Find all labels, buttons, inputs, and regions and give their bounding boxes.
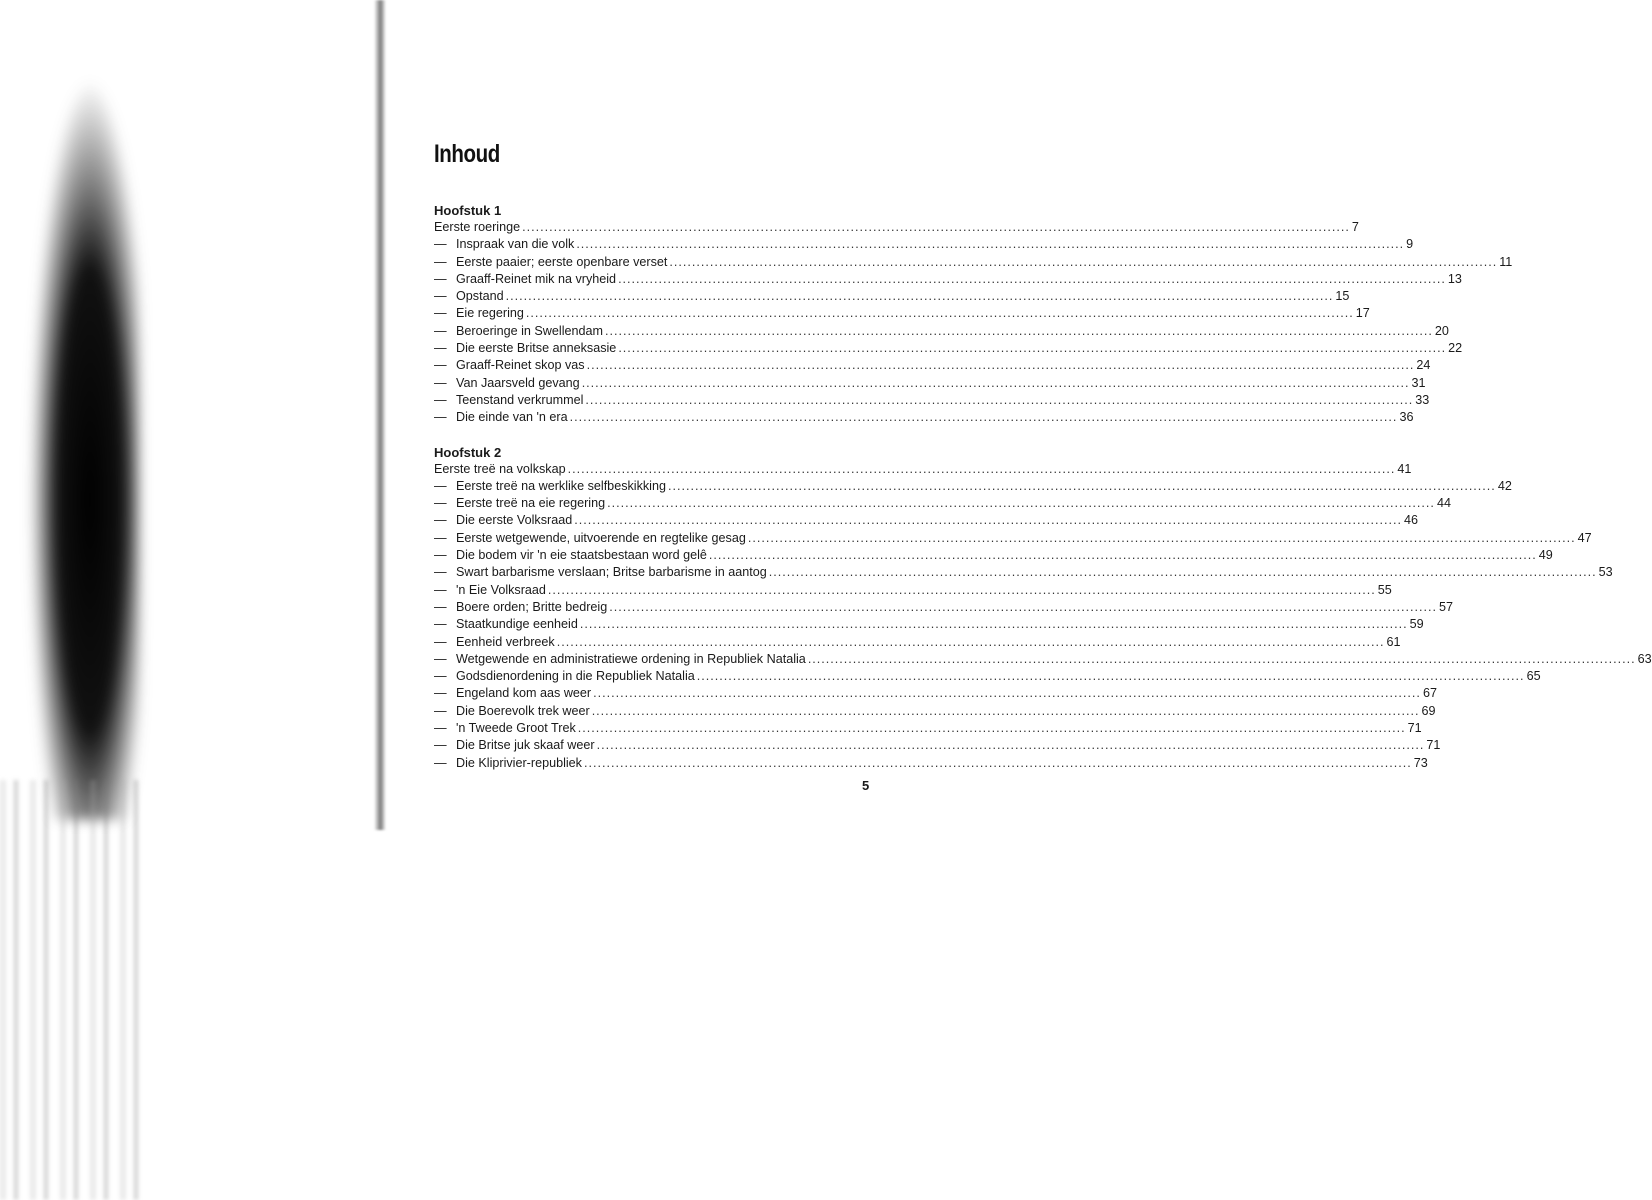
toc-entry-dash: — [434,237,447,252]
toc-entry-dash: — [434,323,447,338]
toc-entry-page: 71 [1407,721,1422,736]
page-title: Inhoud [434,140,500,168]
toc-entry[interactable] [434,530,1592,547]
toc-entry[interactable] [434,340,1463,357]
toc-entry-dash: — [434,513,447,528]
toc-leader-dots [587,357,1415,374]
toc-entry-title: Boere orden; Britte bedreig [456,599,608,614]
toc-entry-title: Eerste treë na werklike selfbeskikking [456,478,666,493]
table-of-contents [434,140,1652,789]
toc-leader-dots [593,685,1421,702]
toc-entry-title: Inspraak van die volk [456,237,575,252]
toc-entry-page: 49 [1538,548,1553,563]
toc-entry-dash: — [434,651,447,666]
toc-leader-dots [668,478,1496,495]
toc-entry-title: Eerste wetgewende, uitvoerende en regtelike gesag [456,530,746,545]
toc-entry[interactable] [434,668,1541,685]
toc-entry-page: 31 [1411,375,1426,390]
toc-leader-dots [618,340,1446,357]
left-page [0,0,388,1200]
toc-entry[interactable] [434,512,1419,529]
toc-entry[interactable] [434,323,1449,340]
toc-entry-title: Staatkundige eenheid [456,617,578,632]
toc-entry-dash: — [434,375,447,390]
toc-entry-dash: — [434,341,447,356]
toc-entry[interactable] [434,616,1424,633]
toc-leader-dots [609,599,1437,616]
toc-entry-page: 67 [1422,686,1437,701]
toc-entry[interactable] [434,219,1359,236]
toc-entry-title: Opstand [456,289,504,304]
toc-entry-dash: — [434,669,447,684]
toc-entry-title: Graaff-Reinet mik na vryheid [456,271,617,286]
toc-entry[interactable] [434,755,1428,772]
toc-leader-dots [618,271,1446,288]
toc-entry-title: Eerste treë na eie regering [456,496,606,511]
toc-entry-page: 57 [1439,599,1454,614]
toc-entry-title: Eerste paaier; eerste openbare verset [456,254,668,269]
toc-entry[interactable] [434,288,1350,305]
chapter-list [434,202,1652,772]
toc-leader-dots [548,582,1376,599]
toc-entry-title: Die Britse juk skaaf weer [456,738,595,753]
toc-leader-dots [582,375,1410,392]
toc-entry-dash: — [434,530,447,545]
toc-leader-dots [568,461,1396,478]
toc-entry-title: Die Kliprivier-republiek [456,755,582,770]
toc-entry-page: 9 [1406,237,1414,252]
toc-entry[interactable] [434,634,1401,651]
toc-entry-page: 22 [1448,341,1463,356]
toc-entry-dash: — [434,271,447,286]
toc-entry-dash: — [434,358,447,373]
toc-entry-page: 55 [1377,582,1392,597]
toc-entry-title: Engeland kom aas weer [456,686,592,701]
toc-entry-title: 'n Tweede Groot Trek [456,721,576,736]
toc-entry[interactable] [434,254,1513,271]
toc-leader-dots [605,323,1433,340]
chapter-section [434,202,1513,427]
toc-entry[interactable] [434,409,1414,426]
toc-entry-page: 20 [1434,323,1449,338]
toc-leader-dots [808,651,1636,668]
toc-leader-dots [526,305,1354,322]
toc-entry-page: 7 [1351,220,1359,234]
toc-leader-dots [578,720,1406,737]
toc-entry[interactable] [434,737,1441,754]
toc-entry-dash: — [434,410,447,425]
toc-entry-dash: — [434,392,447,407]
toc-entry[interactable] [434,392,1430,409]
toc-leader-dots [592,703,1420,720]
toc-leader-dots [597,737,1425,754]
toc-entry[interactable] [434,564,1613,581]
toc-leader-dots [769,564,1597,581]
toc-entry-page: 46 [1404,513,1419,528]
toc-entry-dash: — [434,306,447,321]
toc-entry[interactable] [434,478,1512,495]
toc-entry-title: Teenstand verkrummel [456,392,584,407]
toc-entry-page: 47 [1577,530,1592,545]
toc-entry-page: 53 [1598,565,1613,580]
toc-leader-dots [580,616,1408,633]
toc-entry-page: 11 [1499,254,1513,269]
toc-entry[interactable] [434,236,1414,253]
toc-entry-title: Eerste roeringe [434,220,521,234]
toc-entry[interactable] [434,599,1454,616]
toc-entry-page: 73 [1413,755,1428,770]
toc-entry-dash: — [434,496,447,511]
toc-entry-page: 71 [1426,738,1441,753]
toc-entry[interactable] [434,720,1422,737]
toc-entry-title: Swart barbarisme verslaan; Britse barbarisme in aantog [456,565,767,580]
toc-leader-dots [557,634,1385,651]
toc-entry-title: Die Boerevolk trek weer [456,703,590,718]
toc-entry[interactable] [434,305,1370,322]
toc-entry-dash: — [434,686,447,701]
toc-entry-dash: — [434,582,447,597]
toc-leader-dots [584,755,1412,772]
chapter-heading: Hoofstuk 2 [434,444,502,460]
toc-leader-dots [697,668,1525,685]
toc-entry-dash: — [434,289,447,304]
toc-entry-page: 13 [1447,271,1462,286]
toc-entry-page: 59 [1409,617,1424,632]
toc-entry-title: Eie regering [456,306,524,321]
page-gutter [374,0,386,830]
toc-leader-dots [506,288,1334,305]
toc-entry[interactable] [434,495,1451,512]
toc-entry-page: 61 [1386,634,1401,649]
toc-entry-dash: — [434,721,447,736]
toc-entry[interactable] [434,703,1436,720]
toc-entry-dash: — [434,548,447,563]
toc-entry-page: 69 [1421,703,1436,718]
toc-entry[interactable] [434,685,1437,702]
binding-shadow [0,40,140,820]
toc-entry[interactable] [434,547,1553,564]
chapter-heading: Hoofstuk 1 [434,203,502,218]
toc-entry-dash: — [434,617,447,632]
toc-entry-dash: — [434,478,447,493]
toc-entry-dash: — [434,755,447,770]
toc-leader-dots [607,495,1435,512]
toc-leader-dots [570,409,1398,426]
toc-entry[interactable] [434,461,1412,478]
toc-entry-page: 15 [1335,289,1350,304]
toc-entry-title: Godsdienordening in die Republiek Natalia [456,669,695,684]
toc-leader-dots [709,547,1537,564]
toc-entry-title: Beroeringe in Swellendam [456,323,604,338]
toc-entry-title: Die eerste Volksraad [456,513,573,528]
toc-entry-title: Van Jaarsveld gevang [456,375,580,390]
toc-entry-page: 65 [1526,669,1541,684]
toc-entry-dash: — [434,738,447,753]
toc-entry-dash: — [434,599,447,614]
toc-entry-title: 'n Eie Volksraad [456,582,546,597]
toc-entry[interactable] [434,271,1462,288]
toc-leader-dots [585,392,1413,409]
toc-entry-page: 44 [1436,496,1451,511]
toc-entry-page: 24 [1416,358,1431,373]
toc-entry[interactable] [434,582,1392,599]
toc-entry-dash: — [434,565,447,580]
toc-entry-page: 42 [1497,478,1512,493]
toc-leader-dots [669,254,1497,271]
toc-entry-dash: — [434,703,447,718]
toc-entry-title: Graaff-Reinet skop vas [456,358,585,373]
toc-entry-page: 41 [1397,461,1412,476]
toc-entry-title: Eenheid verbreek [456,634,555,649]
toc-leader-dots [748,530,1576,547]
toc-leader-dots [522,219,1350,236]
toc-entry-title: Die bodem vir 'n eie staatsbestaan word gelê [456,548,707,563]
toc-entry-page: 36 [1399,410,1414,425]
binding-streaks [0,780,150,1200]
page-number: 5 [862,778,870,793]
toc-leader-dots [574,512,1402,529]
toc-entry[interactable] [434,651,1652,668]
toc-entry[interactable] [434,375,1426,392]
toc-entry-title: Die einde van 'n era [456,410,568,425]
toc-entry-dash: — [434,634,447,649]
toc-entry-title: Die eerste Britse anneksasie [456,341,617,356]
chapter-section [434,444,1652,772]
toc-entry[interactable] [434,357,1431,374]
toc-leader-dots [576,236,1404,253]
toc-entry-dash: — [434,254,447,269]
toc-entry-title: Wetgewende en administratiewe ordening in Republiek Natalia [456,651,806,666]
toc-entry-title: Eerste treë na volkskap [434,461,566,476]
toc-entry-page: 17 [1355,306,1370,321]
toc-entry-page: 63 [1637,651,1652,666]
toc-entry-page: 33 [1415,392,1430,407]
